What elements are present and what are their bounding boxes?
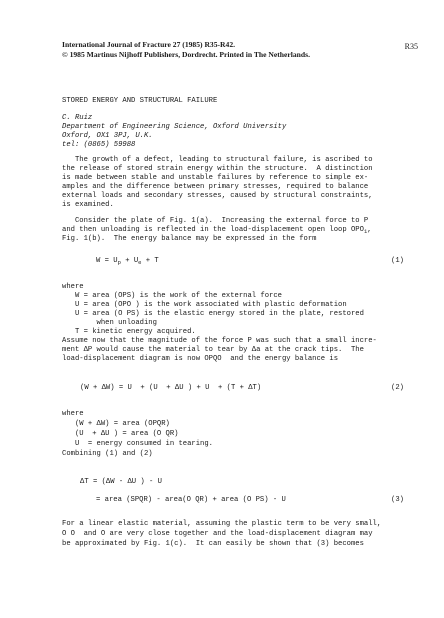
equation-3a: ΔT = (ΔW - ΔU ) - U [80, 478, 162, 486]
text-line: load-displacement diagram is now OPQO and the energy balance is [62, 355, 339, 363]
text-line: is made between stable and unstable failures by reference to simple ex- [62, 174, 369, 182]
text-line: is examined. [62, 201, 114, 209]
where-label: where [62, 283, 84, 291]
article-title: STORED ENERGY AND STRUCTURAL FAILURE [62, 97, 218, 105]
definition-line: U = area (O PS) is the elastic energy stored in the plate, restored [62, 310, 364, 318]
text-line: ment ΔP would cause the material to tear by Δa at the crack tips. The [62, 346, 364, 354]
text-line: Assume now that the magnitude of the force P was such that a small incre- [62, 337, 377, 345]
text-line: external loads and secondary stresses, caused by structural constraints, [62, 192, 373, 200]
definition-line: (U + ΔU ) = area (O QR) [62, 430, 179, 438]
where-label: where [62, 410, 84, 418]
definition-line: when unloading [62, 319, 157, 327]
text-line: the release of stored strain energy within the structure. A distinction [62, 165, 373, 173]
telephone: tel: (0865) 59988 [62, 141, 136, 149]
equation-3-number: (3) [391, 496, 404, 504]
author-name: C. Ruiz [62, 114, 93, 122]
journal-citation: International Journal of Fracture 27 (1985) R35-R42. [62, 40, 236, 49]
definition-line: W = area (OPS) is the work of the external force [62, 292, 282, 300]
copyright-line: © 1985 Martinus Nijhoff Publishers, Dordrecht. Printed in The Netherlands. [62, 50, 310, 59]
equation-3b: = area (SPQR) - area(O QR) + area (O PS) - U [96, 496, 286, 504]
equation-2-number: (2) [391, 384, 404, 392]
equation-1-number: (1) [391, 257, 404, 265]
text-line: Consider the plate of Fig. 1(a). Increasing the external force to P [62, 217, 369, 225]
affiliation-line-1: Department of Engineering Science, Oxford University [62, 123, 287, 131]
definition-line: T = kinetic energy acquired. [62, 328, 196, 336]
definition-line: U = area (OPO ) is the work associated with plastic deformation [62, 301, 347, 309]
equation-1: $W = U_p + U_e + T$ [96, 257, 159, 266]
text-line: and then unloading is reflected in the load-displacement open loop $OPO_1$, [62, 226, 372, 235]
text-line: For a linear elastic material, assuming the plastic term to be very small, [62, 520, 382, 528]
text-line: Combining (1) and (2) [62, 450, 153, 458]
text-line: O O and O are very close together and the load-displacement diagram may [62, 530, 373, 538]
definition-line: U = energy consumed in tearing. [62, 440, 213, 448]
text-line: be approximated by Fig. 1(c). It can easily be shown that (3) becomes [62, 540, 364, 548]
text-line: The growth of a defect, leading to structural failure, is ascribed to [62, 156, 373, 164]
equation-2: (W + ΔW) = U + (U + ΔU ) + U + (T + ΔT) [80, 384, 262, 392]
definition-line: (W + ΔW) = area (OPQR) [62, 420, 170, 428]
affiliation-line-2: Oxford, OX1 3PJ, U.K. [62, 132, 153, 140]
text-line: Fig. 1(b). The energy balance may be expressed in the form [62, 235, 317, 243]
page-number: R35 [404, 42, 418, 51]
text-line: amples and the difference between primary stresses, required to balance [62, 183, 369, 191]
